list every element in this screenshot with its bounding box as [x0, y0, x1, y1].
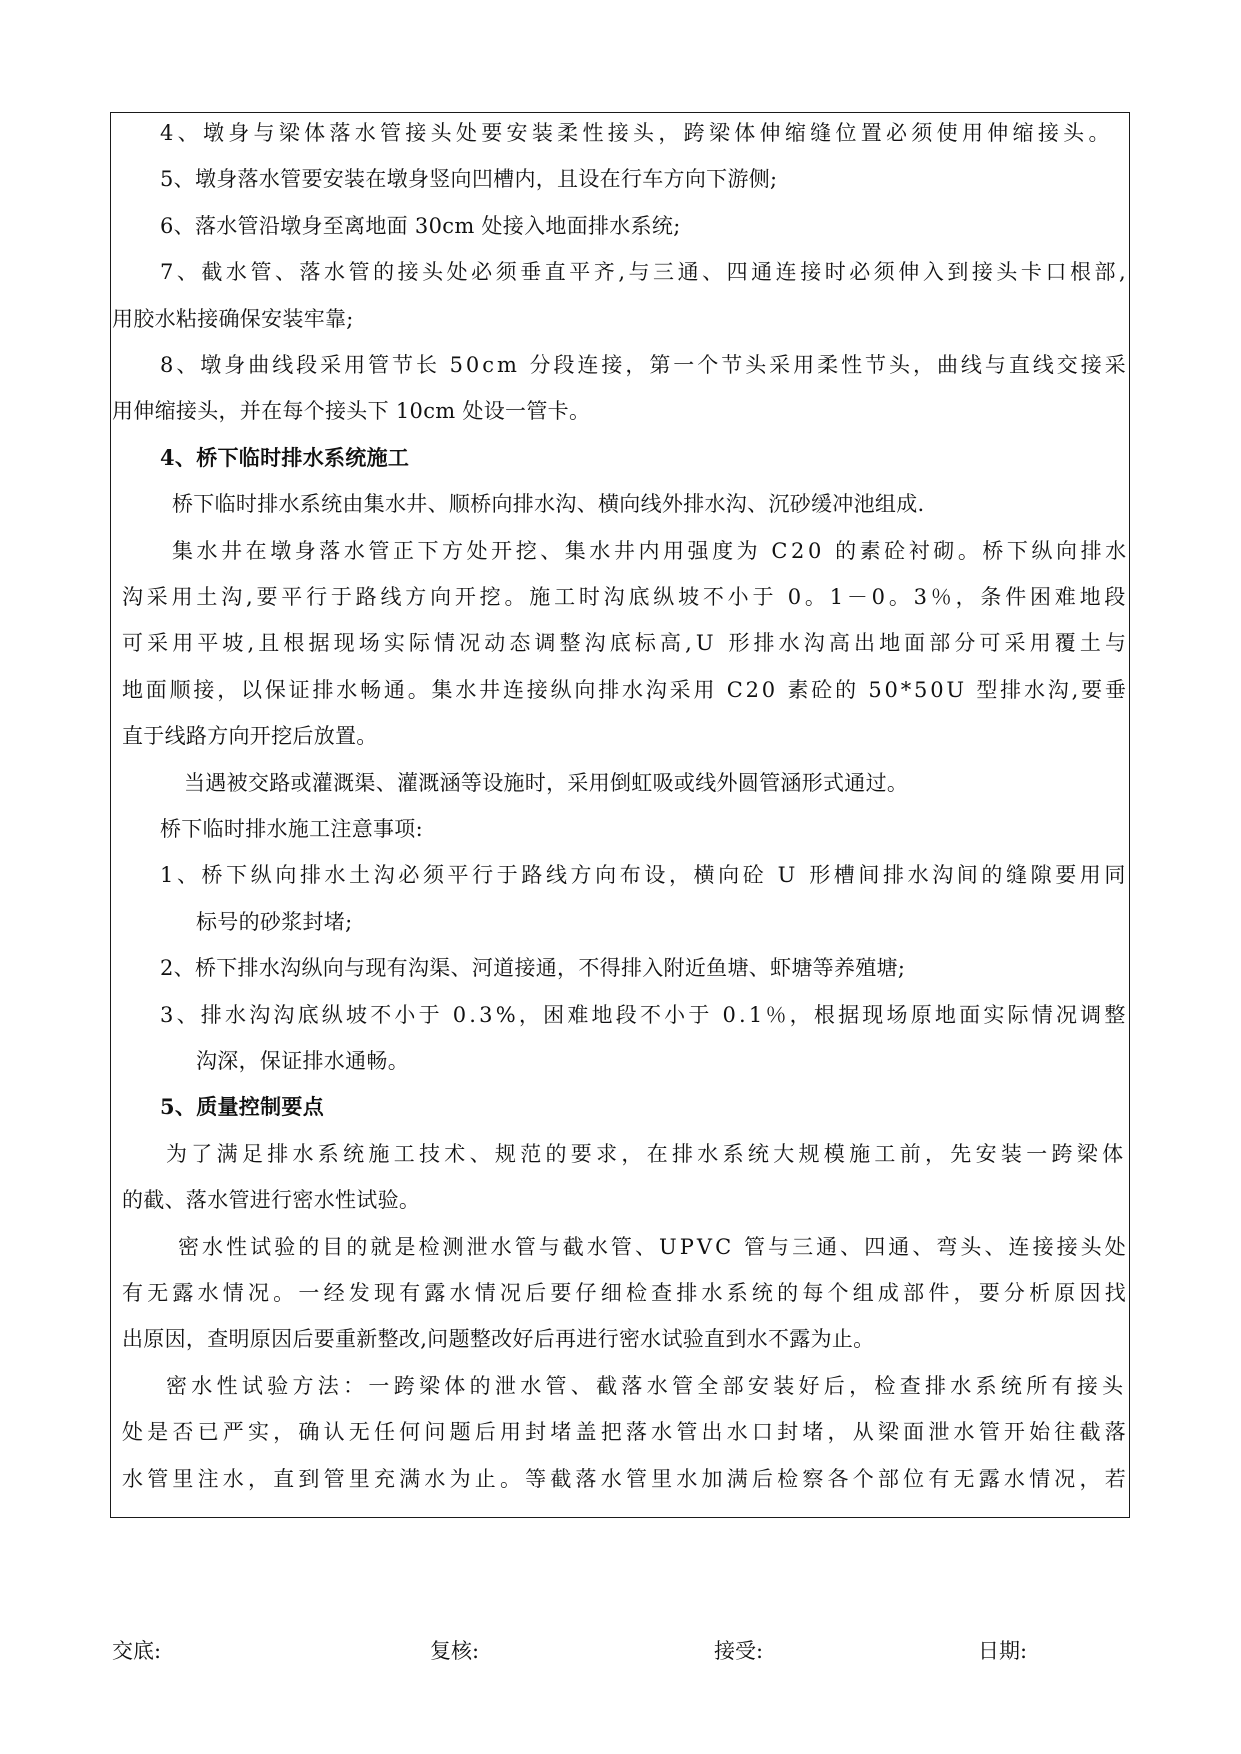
- text-line: 沟深，保证排水通畅。: [196, 1049, 409, 1073]
- review-signature-label: 复核:: [430, 1639, 480, 1663]
- text-line: 用伸缩接头，并在每个接头下 10cm 处设一管卡。: [112, 399, 591, 424]
- text-line: 为了满足排水系统施工技术、规范的要求，在排水系统大规模施工前，先安装一跨梁体: [166, 1141, 1128, 1166]
- text-line: 8、墩身曲线段采用管节长 50cm 分段连接，第一个节头采用柔性节头，曲线与直线交接采: [160, 353, 1129, 377]
- text-line: 水管里注水，直到管里充满水为止。等截落水管里水加满后检察各个部位有无露水情况，若: [122, 1466, 1130, 1491]
- accept-signature-label: 接受:: [714, 1639, 764, 1663]
- text-line: 密水性试验的目的就是检测泄水管与截水管、UPVC 管与三通、四通、弯头、连接接头处: [178, 1234, 1129, 1259]
- section-heading: 5、质量控制要点: [160, 1094, 325, 1120]
- text-line: 标号的砂浆封堵;: [196, 909, 353, 934]
- text-line: 密水性试验方法：一跨梁体的泄水管、截落水管全部安装好后，检查排水系统所有接头: [166, 1373, 1128, 1398]
- text-line: 桥下临时排水施工注意事项:: [160, 817, 423, 841]
- text-line: 集水井在墩身落水管正下方处开挖、集水井内用强度为 C20 的素砼衬砌。桥下纵向排水: [172, 538, 1130, 563]
- text-line: 地面顺接，以保证排水畅通。集水井连接纵向排水沟采用 C20 素砼的 50*50U 型排水沟,要垂: [122, 677, 1129, 702]
- section-heading: 4、桥下临时排水系统施工: [160, 444, 410, 470]
- text-line: 7、截水管、落水管的接头处必须垂直平齐,与三通、四通连接时必须伸入到接头卡口根部,: [160, 260, 1130, 285]
- text-line: 沟采用土沟,要平行于路线方向开挖。施工时沟底纵坡不小于 0。1－0。3％，条件困难地段: [122, 585, 1130, 609]
- text-line: 直于线路方向开挖后放置。: [122, 724, 378, 749]
- text-line: 有无露水情况。一经发现有露水情况后要仔细检查排水系统的每个组成部件，要分析原因找: [122, 1281, 1130, 1305]
- text-line: 出原因，查明原因后要重新整改,问题整改好后再进行密水试验直到水不露为止。: [122, 1327, 875, 1352]
- text-line: 5、墩身落水管要安装在墩身竖向凹槽内，且设在行车方向下游侧;: [160, 167, 778, 192]
- text-line: 2、桥下排水沟纵向与现有沟渠、河道接通，不得排入附近鱼塘、虾塘等养殖塘;: [160, 956, 906, 981]
- text-line: 1、桥下纵向排水土沟必须平行于路线方向布设，横向砼 U 形槽间排水沟间的缝隙要用同: [160, 863, 1130, 888]
- text-line: 当遇被交路或灌溉渠、灌溉涵等设施时，采用倒虹吸或线外圆管涵形式通过。: [184, 770, 909, 795]
- text-line: 6、落水管沿墩身至离地面 30cm 处接入地面排水系统;: [160, 213, 681, 238]
- text-line: 的截、落水管进行密水性试验。: [122, 1188, 421, 1213]
- text-line: 可采用平坡,且根据现场实际情况动态调整沟底标高,U 形排水沟高出地面部分可采用覆土与: [122, 631, 1131, 656]
- text-line: 处是否已严实，确认无任何问题后用封堵盖把落水管出水口封堵，从梁面泄水管开始往截落: [122, 1420, 1130, 1445]
- text-line: 用胶水粘接确保安装牢靠;: [112, 306, 354, 331]
- text-line: 桥下临时排水系统由集水井、顺桥向排水沟、横向线外排水沟、沉砂缓冲池组成.: [172, 492, 925, 517]
- text-line: 3、排水沟沟底纵坡不小于 0.3%，困难地段不小于 0.1％，根据现场原地面实际情况调整: [160, 1002, 1129, 1027]
- handover-signature-label: 交底:: [112, 1639, 162, 1663]
- date-label: 日期:: [978, 1639, 1028, 1663]
- text-line: 4、墩身与梁体落水管接头处要安装柔性接头，跨梁体伸缩缝位置必须使用伸缩接头。: [160, 121, 1114, 145]
